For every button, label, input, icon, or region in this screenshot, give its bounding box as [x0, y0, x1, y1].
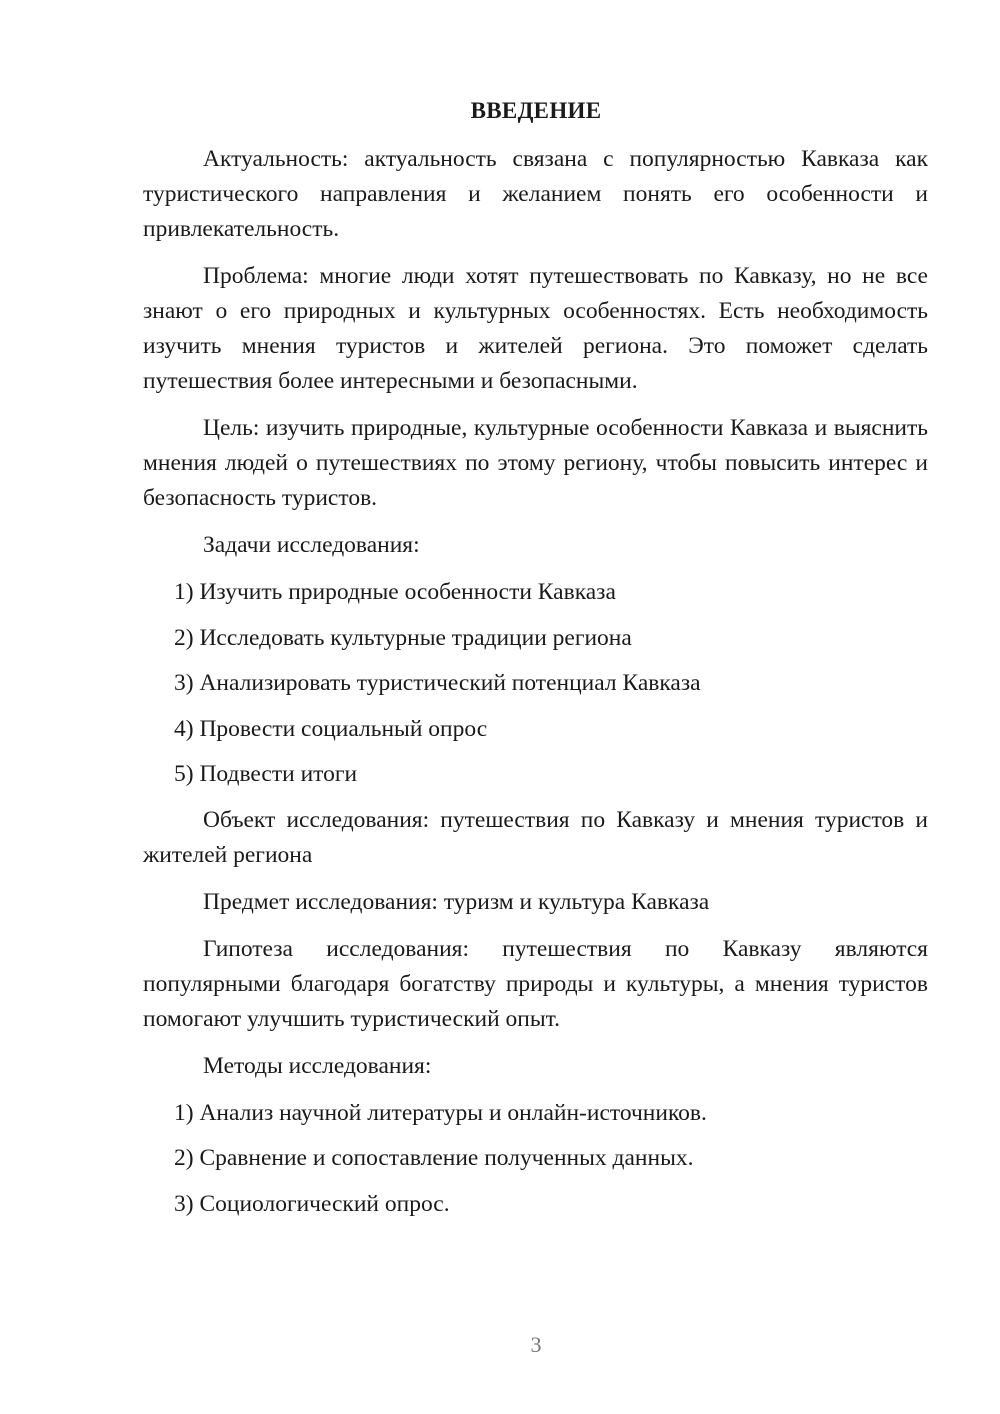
- hypothesis-paragraph: Гипотеза исследования: путешествия по Кавказу являются популярными благодаря богатству природы и культуры, а мнения туристов помогают улучшить туристический опыт.: [143, 935, 928, 1032]
- tasks-list: [143, 575, 928, 792]
- methods-heading: Методы исследования:: [203, 1052, 432, 1079]
- list-item: 3) Социологический опрос.: [174, 1190, 450, 1217]
- list-item: 3) Анализировать туристический потенциал Кавказа: [174, 670, 701, 696]
- document-body: [143, 142, 928, 1232]
- page-number: 3: [530, 1332, 542, 1357]
- goal-paragraph: Цель: изучить природные, культурные особенности Кавказа и выяснить мнения людей о путешествиях по этому региону, чтобы повысить интерес и безопасность туристов.: [143, 415, 928, 511]
- problem-paragraph: Проблема: многие люди хотят путешествовать по Кавказу, но не все знают о его природных и культурных особенностях. Есть необходимость изучить мнения туристов и жителей региона. Это поможет сделать путешествия более интересными и безопасными.: [143, 263, 928, 394]
- list-item: 4) Провести социальный опрос: [174, 715, 488, 742]
- list-item: 1) Изучить природные особенности Кавказа: [174, 579, 616, 605]
- list-item: 2) Исследовать культурные традиции региона: [174, 624, 632, 651]
- relevance-paragraph: Актуальность: актуальность связана с популярностью Кавказа как туристического направления и желанием понять его особенности и привлекательность.: [143, 146, 928, 242]
- list-item: 2) Сравнение и сопоставление полученных данных.: [174, 1145, 694, 1171]
- tasks-heading: Задачи исследования:: [203, 532, 420, 558]
- list-item: 5) Подвести итоги: [174, 761, 358, 787]
- subject-paragraph: Предмет исследования: туризм и культура Кавказа: [203, 888, 710, 915]
- methods-list: [143, 1096, 928, 1222]
- page-title: ВВЕДЕНИЕ: [470, 98, 602, 123]
- object-paragraph: Объект исследования: путешествия по Кавказу и мнения туристов и жителей региона: [143, 806, 928, 868]
- list-item: 1) Анализ научной литературы и онлайн-источников.: [174, 1099, 707, 1126]
